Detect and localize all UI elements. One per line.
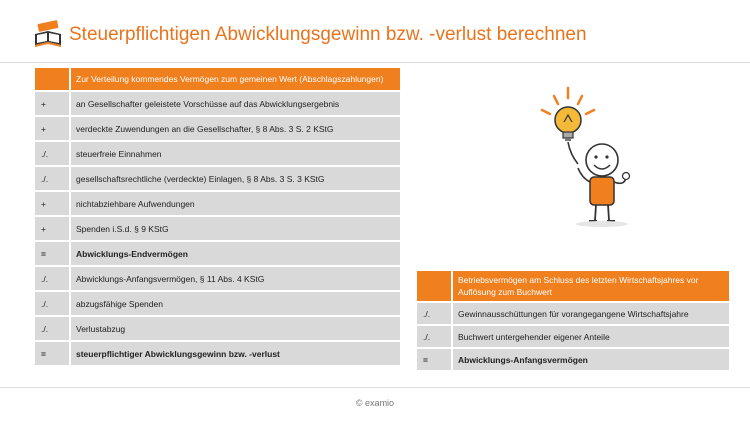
operator-cell: ./. [35, 167, 71, 190]
operator-cell: = [35, 342, 71, 365]
operator-cell: ./. [417, 303, 453, 324]
description-cell: Abwicklungs-Anfangsvermögen, § 11 Abs. 4 KStG [71, 267, 400, 290]
table-row [35, 242, 400, 265]
description-cell: Betriebsvermögen am Schluss des letzten Wirtschaftsjahres vor Auflösung zum Buchwert [453, 271, 729, 301]
description-cell: Spenden i.S.d. § 9 KStG [71, 217, 400, 240]
header-divider [0, 62, 750, 63]
calculation-table [35, 66, 400, 367]
description-cell: Gewinnausschüttungen für vorangegangene Wirtschaftsjahre [453, 303, 729, 324]
description-cell: Abwicklungs-Endvermögen [71, 242, 400, 265]
description-cell: Buchwert untergehender eigener Anteile [453, 326, 729, 347]
description-cell: abzugsfähige Spenden [71, 292, 400, 315]
header [0, 0, 750, 64]
description-cell: verdeckte Zuwendungen an die Gesellschafter, § 8 Abs. 3 S. 2 KStG [71, 117, 400, 140]
description-cell: Zur Verteilung kommendes Vermögen zum gemeinen Wert (Abschlagszahlungen) [71, 68, 400, 90]
operator-cell: + [35, 217, 71, 240]
operator-cell: + [35, 92, 71, 115]
operator-cell: + [35, 192, 71, 215]
table-row [417, 349, 729, 370]
operator-cell: = [417, 349, 453, 370]
table-row [35, 267, 400, 290]
description-cell: gesellschaftsrechtliche (verdeckte) Einlagen, § 8 Abs. 3 S. 3 KStG [71, 167, 400, 190]
table-row [417, 303, 729, 324]
table-row [35, 192, 400, 215]
operator-cell: = [35, 242, 71, 265]
operator-cell: + [35, 117, 71, 140]
operator-cell: ./. [35, 292, 71, 315]
table-row [417, 326, 729, 347]
idea-lightbulb-figure-icon [518, 82, 668, 232]
footer-divider [0, 387, 750, 388]
operator-cell: ./. [35, 317, 71, 340]
description-cell: Abwicklungs-Anfangsvermögen [453, 349, 729, 370]
operator-cell [35, 68, 71, 90]
table-row [35, 292, 400, 315]
table-row-header [417, 271, 729, 301]
table-row [35, 92, 400, 115]
table-row [35, 117, 400, 140]
examio-logo-icon [32, 20, 64, 50]
operator-cell: ./. [417, 326, 453, 347]
start-assets-table [417, 269, 729, 372]
description-cell: steuerpflichtiger Abwicklungsgewinn bzw. -verlust [71, 342, 400, 365]
operator-cell [417, 271, 453, 301]
table-row-header [35, 68, 400, 90]
footer-copyright: © examio [355, 398, 395, 408]
table-row [35, 317, 400, 340]
description-cell: Verlustabzug [71, 317, 400, 340]
description-cell: an Gesellschafter geleistete Vorschüsse auf das Abwicklungsergebnis [71, 92, 400, 115]
page-title: Steuerpflichtigen Abwicklungsgewinn bzw. -verlust berechnen [69, 24, 587, 45]
table-row [35, 167, 400, 190]
operator-cell: ./. [35, 142, 71, 165]
operator-cell: ./. [35, 267, 71, 290]
table-row [35, 142, 400, 165]
table-row [35, 217, 400, 240]
description-cell: nichtabziehbare Aufwendungen [71, 192, 400, 215]
table-row [35, 342, 400, 365]
description-cell: steuerfreie Einnahmen [71, 142, 400, 165]
